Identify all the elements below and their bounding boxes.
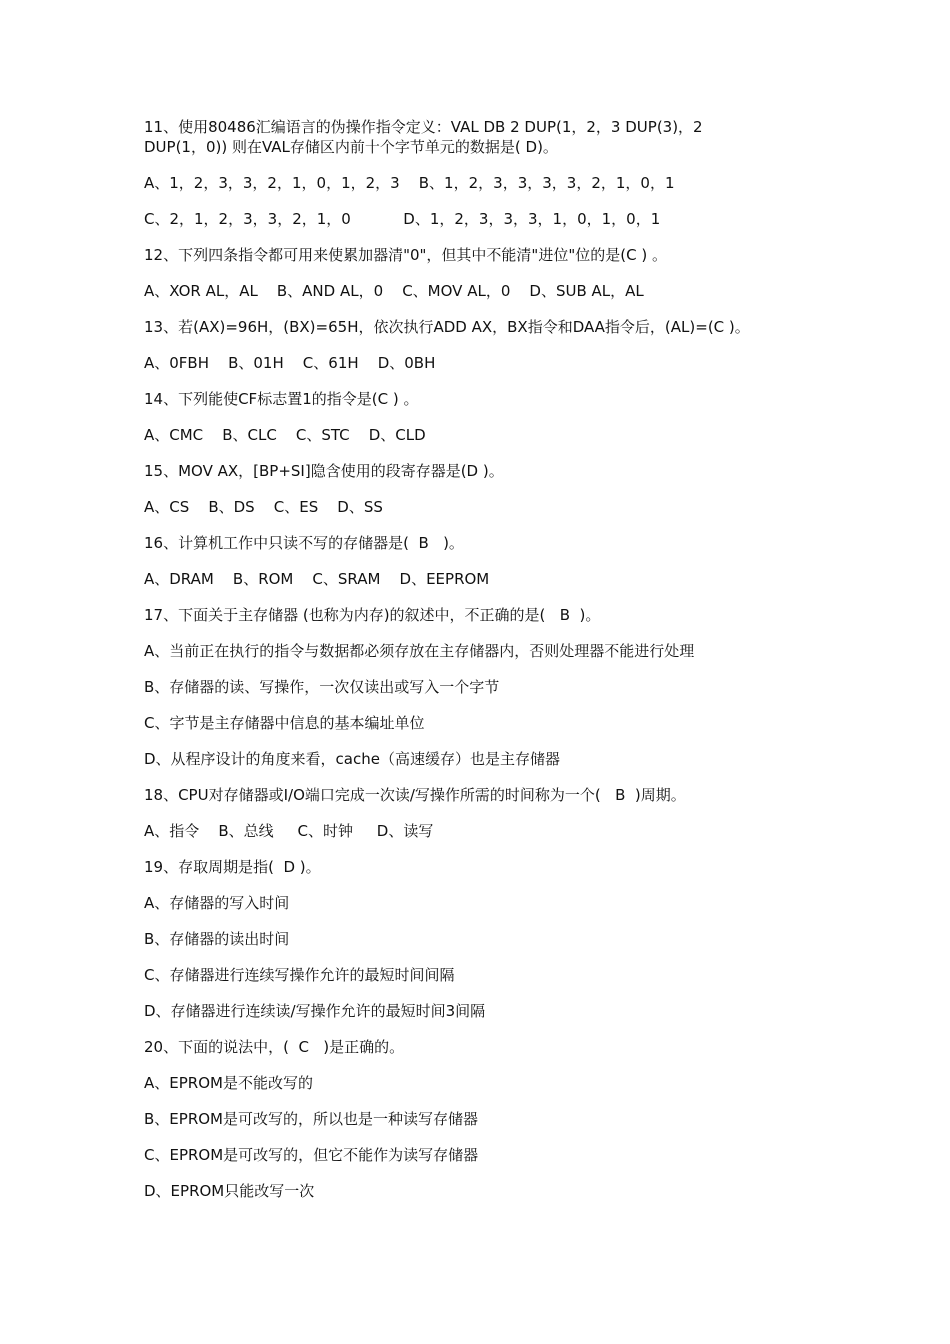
question-11-options-ab: A、1，2，3，3，2，1，0，1，2，3 B、1，2，3，3，3，3，2，1，0，1 — [144, 174, 675, 192]
question-11-options-cd: C、2，1，2，3，3，2，1，0 D、1，2，3，3，3，1，0，1，0，1 — [144, 210, 661, 228]
question-17-option-a: A、当前正在执行的指令与数据都必须存放在主存储器内，否则处理器不能进行处理 — [144, 642, 695, 660]
question-17-option-b: B、存储器的读、写操作，一次仅读出或写入一个字节 — [144, 678, 500, 696]
question-13-stem: 13、若(AX)=96H，(BX)=65H，依次执行ADD AX，BX指令和DAA指令后，(AL)=(C )。 — [144, 318, 750, 336]
question-18-options: A、指令 B、总线 C、时钟 D、读写 — [144, 822, 434, 840]
question-12-options: A、XOR AL，AL B、AND AL，0 C、MOV AL，0 D、SUB AL，AL — [144, 282, 644, 300]
question-15-stem: 15、MOV AX，[BP+SI]隐含使用的段寄存器是(D )。 — [144, 462, 504, 480]
question-16-options: A、DRAM B、ROM C、SRAM D、EEPROM — [144, 570, 490, 588]
question-20-option-d: D、EPROM只能改写一次 — [144, 1182, 315, 1200]
question-15-options: A、CS B、DS C、ES D、SS — [144, 498, 383, 516]
question-16-stem: 16、计算机工作中只读不写的存储器是( B )。 — [144, 534, 464, 552]
question-17-option-c: C、字节是主存储器中信息的基本编址单位 — [144, 714, 425, 732]
question-14-stem: 14、下列能使CF标志置1的指令是(C ) 。 — [144, 390, 419, 408]
question-20-option-a: A、EPROM是不能改写的 — [144, 1074, 313, 1092]
question-18-stem: 18、CPU对存储器或I/O端口完成一次读/写操作所需的时间称为一个( B )周期。 — [144, 786, 686, 804]
question-17-option-d: D、从程序设计的角度来看，cache（高速缓存）也是主存储器 — [144, 750, 560, 768]
question-20-option-b: B、EPROM是可改写的，所以也是一种读写存储器 — [144, 1110, 478, 1128]
question-19-option-b: B、存储器的读出时间 — [144, 930, 290, 948]
question-19-stem: 19、存取周期是指( D )。 — [144, 858, 321, 876]
question-13-options: A、0FBH B、01H C、61H D、0BH — [144, 354, 436, 372]
question-11-stem-line-2: DUP(1，0)) 则在VAL存储区内前十个字节单元的数据是( D)。 — [144, 138, 558, 156]
question-20-option-c: C、EPROM是可改写的，但它不能作为读写存储器 — [144, 1146, 479, 1164]
question-11-stem-line-1: 11、使用80486汇编语言的伪操作指令定义：VAL DB 2 DUP(1，2，3 DUP(3)，2 — [144, 118, 703, 136]
question-17-stem: 17、下面关于主存储器 (也称为内存)的叙述中，不正确的是( B )。 — [144, 606, 601, 624]
question-19-option-c: C、存储器进行连续写操作允许的最短时间间隔 — [144, 966, 455, 984]
question-20-stem: 20、下面的说法中，( C )是正确的。 — [144, 1038, 405, 1056]
question-19-option-a: A、存储器的写入时间 — [144, 894, 290, 912]
question-14-options: A、CMC B、CLC C、STC D、CLD — [144, 426, 426, 444]
question-12-stem: 12、下列四条指令都可用来使累加器清"0"，但其中不能清"进位"位的是(C ) 。 — [144, 246, 667, 264]
question-19-option-d: D、存储器进行连续读/写操作允许的最短时间3间隔 — [144, 1002, 486, 1020]
